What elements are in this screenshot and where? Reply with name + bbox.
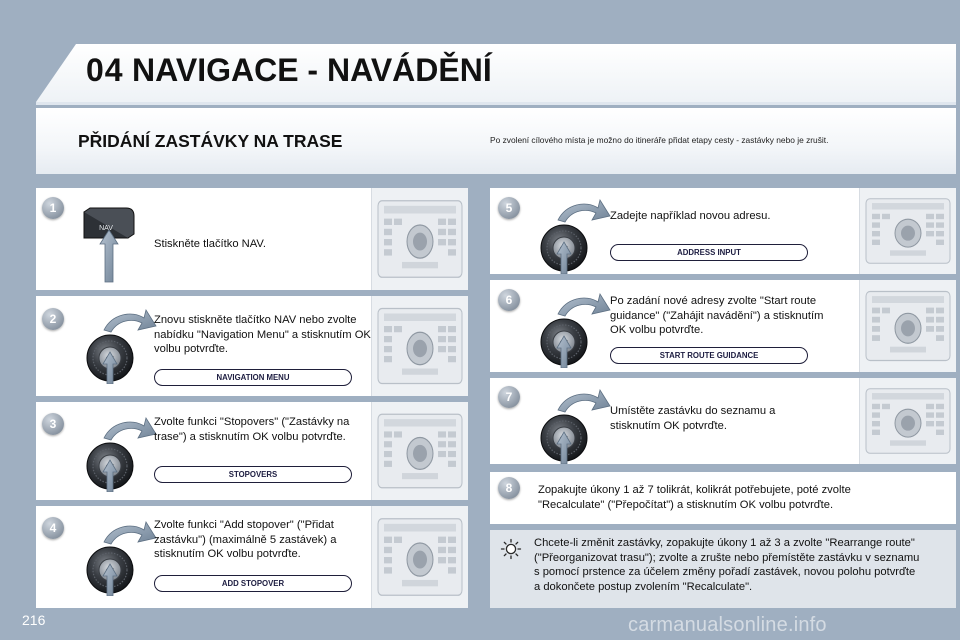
step-badge-5: 5 [498,197,520,219]
radio-thumbnail [859,378,956,464]
step-text-3: Zvolte funkci "Stopovers" ("Zastávky na trase") a stisknutím OK volbu potvrďte. [154,416,350,443]
step-text-6: Po zadání nové adresy zvolte "Start route guidance" ("Zahájit navádění") a stisknutím OK volbu potvrďte. [610,295,824,336]
step-badge-1: 1 [42,197,64,219]
nav-button-icon [76,204,148,284]
menu-label-stopovers: STOPOVERS [154,466,352,483]
radio-unit-icon [372,188,468,290]
menu-label-add-stopover: ADD STOPOVER [154,575,352,592]
radio-unit-icon [372,506,468,608]
section-title: PŘIDÁNÍ ZASTÁVKY NA TRASE [78,131,343,151]
rotary-knob-icon [536,194,614,274]
page-number: 216 [22,612,46,628]
radio-thumbnail [371,188,468,290]
radio-thumbnail [859,280,956,372]
chapter-title: NAVIGACE - NAVÁDĚNÍ [132,52,492,88]
menu-label-navigation-menu: NAVIGATION MENU [154,369,352,386]
step-text-4: Zvolte funkci "Add stopover" ("Přidat zastávku") (maximálně 5 zastávek) a stisknutím OK volbu potvrďte. [154,519,337,560]
radio-unit-icon [372,402,468,500]
menu-label-start-route-guidance: START ROUTE GUIDANCE [610,347,808,364]
step-text-7: Umístěte zastávku do seznamu a stisknutím OK potvrďte. [610,405,776,432]
radio-thumbnail [371,402,468,500]
watermark: carmanualsonline.info [628,614,827,636]
step-text-5: Zadejte například novou adresu. [610,210,771,222]
rotary-knob-icon [536,288,614,368]
radio-unit-icon [860,188,956,274]
rotary-knob-icon [82,304,160,384]
step-text-2: Znovu stiskněte tlačítko NAV nebo zvolte nabídku "Navigation Menu" a stisknutím OK volbu potvrďte. [154,314,371,355]
tip-text: Chcete-li změnit zastávky, zopakujte úkony 1 až 3 a zvolte "Rearrange route" ("Přeorganizovat trasu"); zvolte a zrušte nebo přemístěte zastávku v seznamu s pomocí prstence za účelem změny pořadí zastávek, novou polohu potvrďte a dokončete postup zvolením "Recalculate". [534,537,920,593]
step-badge-3: 3 [42,413,64,435]
radio-thumbnail [859,188,956,274]
light-bulb-icon [500,538,522,560]
svg-text:NAV: NAV [99,225,113,232]
step-badge-2: 2 [42,308,64,330]
radio-thumbnail [371,296,468,396]
step-badge-4: 4 [42,517,64,539]
menu-label-address-input: ADDRESS INPUT [610,244,808,261]
radio-unit-icon [860,280,956,372]
rotary-knob-icon [82,412,160,492]
chapter-number: 04 [86,52,124,88]
step-badge-6: 6 [498,289,520,311]
section-intro: Po zvolení cílového místa je možno do itineráře přidat etapy cesty - zastávky nebo je zrušit. [490,135,829,145]
radio-unit-icon [860,378,956,464]
radio-unit-icon [372,296,468,396]
step-text-8: Zopakujte úkony 1 až 7 tolikrát, kolikrát potřebujete, poté zvolte "Recalculate" ("Přepočítat") a stisknutím OK volbu potvrďte. [538,484,851,511]
header-corner-fold [36,44,76,102]
step-text-1: Stiskněte tlačítko NAV. [154,238,266,250]
step-badge-7: 7 [498,386,520,408]
header-divider [36,102,956,105]
radio-thumbnail [371,506,468,608]
rotary-knob-icon [82,516,160,596]
rotary-knob-icon [536,384,614,464]
step-badge-8: 8 [498,477,520,499]
